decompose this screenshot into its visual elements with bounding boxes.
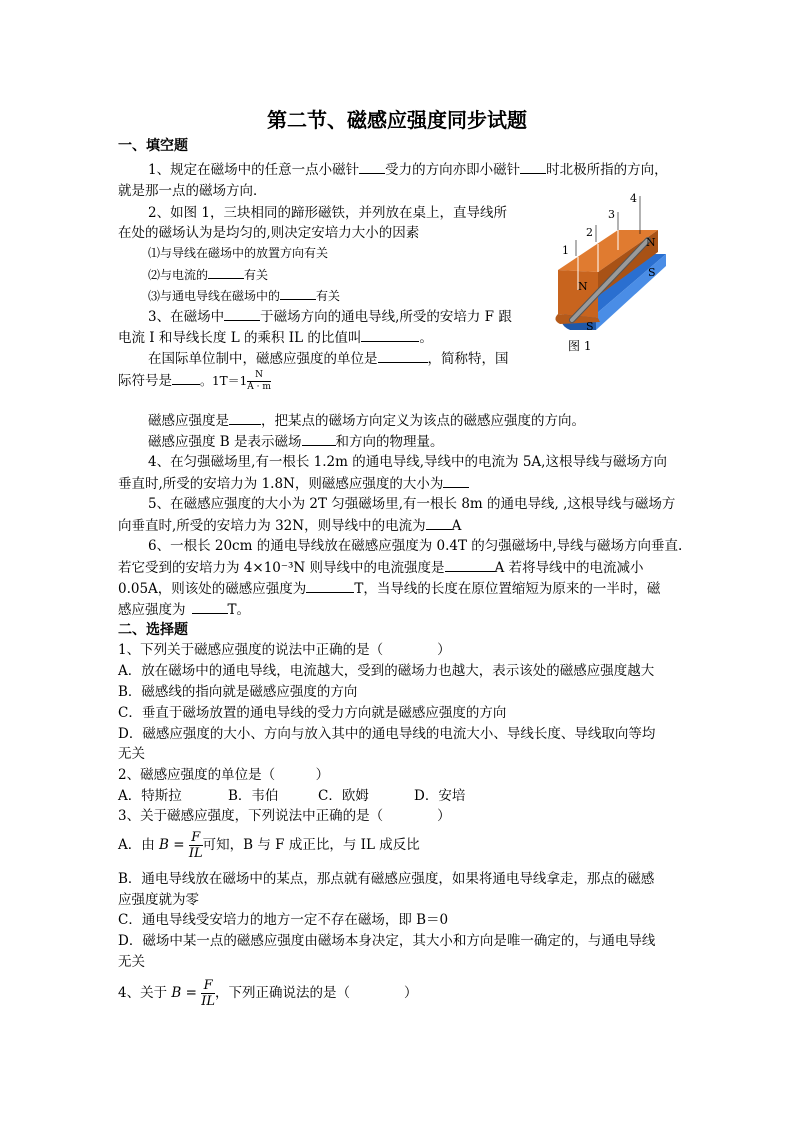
q3-line1 xyxy=(148,307,512,326)
figure-label-2: 2 xyxy=(586,226,593,239)
q4-line2 xyxy=(118,474,469,493)
pole-n-top: N xyxy=(646,236,656,249)
q4-line1: 4、在匀强磁场里,有一根长 1.2m 的通电导线,导线中的电流为 5A,这根导线与磁场方向 xyxy=(148,454,667,470)
section-heading-choice: 二、选择题 xyxy=(118,622,188,638)
figure-1-magnets xyxy=(548,190,678,360)
q6-line4 xyxy=(118,600,250,619)
figure-caption: 图 1 xyxy=(568,339,592,353)
pole-s-bottom: S xyxy=(586,320,594,333)
figure-label-1: 1 xyxy=(562,244,569,257)
q3-text: ，简称特，国 xyxy=(427,351,509,367)
c1-option-d-cont: 无关 xyxy=(118,746,145,762)
q5-text: 向垂直时,所受的安培力为 32N，则导线中的电流为 xyxy=(118,518,426,534)
q5-line2 xyxy=(118,516,461,535)
c3-text: A．由 xyxy=(118,837,155,853)
c3-option-a[interactable] xyxy=(118,830,420,861)
c3-question: 3、关于磁感应强度，下列说法中正确的是（ ） xyxy=(118,808,451,824)
blank[interactable] xyxy=(208,265,244,279)
q6-text: T，当导线的长度在原位置缩短为原来的一半时，磁 xyxy=(354,581,661,597)
c1-option-b[interactable]: B．磁感线的指向就是磁感应强度的方向 xyxy=(118,684,358,700)
c3-option-b[interactable]: B．通电导线放在磁场中的某点，那点就有磁感应强度，如果将通电导线拿走，那点的磁感 xyxy=(118,871,655,887)
blank[interactable] xyxy=(520,160,546,174)
q5-text: A xyxy=(451,518,462,534)
q3-line6 xyxy=(148,432,444,451)
blank[interactable] xyxy=(443,474,469,488)
c4-text: 4、关于 xyxy=(118,985,168,1001)
c2-question: 2、磁感应强度的单位是（ ） xyxy=(118,767,330,783)
formula-fraction xyxy=(201,978,215,1009)
q3-text: 在国际单位制中，磁感应强度的单位是 xyxy=(148,351,378,367)
q3-line3 xyxy=(148,349,509,368)
pole-s-right: S xyxy=(648,266,656,279)
q3-line5 xyxy=(148,411,585,430)
fraction-denominator: IL xyxy=(188,846,203,861)
blank[interactable] xyxy=(378,349,428,363)
c3-option-c[interactable]: C．通电导线受安培力的地方一定不存在磁场，即 B＝0 xyxy=(118,912,449,928)
c1-option-c[interactable]: C．垂直于磁场放置的通电导线的受力方向就是磁感应强度的方向 xyxy=(118,705,507,721)
q3-text: 。1T＝1 xyxy=(200,374,248,388)
blank[interactable] xyxy=(224,307,260,321)
unit-fraction xyxy=(247,370,271,393)
c2-option-d[interactable]: D．安培 xyxy=(414,788,466,804)
blank[interactable] xyxy=(359,160,385,174)
c3-text: 可知，B 与 F 成正比，与 IL 成反比 xyxy=(202,837,420,853)
c2-option-a[interactable]: A．特斯拉 xyxy=(118,788,182,804)
blank[interactable] xyxy=(306,579,354,593)
fraction-numerator: F xyxy=(201,978,215,994)
c1-question: 1、下列关于磁感应强度的说法中正确的是（ ） xyxy=(118,642,451,658)
q3-text: 磁感应强度是 xyxy=(148,413,229,429)
q2-text: 有关 xyxy=(244,268,269,282)
q2-opt3 xyxy=(148,286,340,305)
fraction-numerator: F xyxy=(189,830,203,846)
q6-text: 感应强度为 xyxy=(118,602,186,618)
formula-b: B = xyxy=(171,985,197,1001)
section-heading-fill: 一、填空题 xyxy=(118,138,188,154)
q1-line1 xyxy=(148,160,668,179)
blank[interactable] xyxy=(192,600,228,614)
q6-line1: 6、一根长 20cm 的通电导线放在磁感应强度为 0.4T 的匀强磁场中,导线与磁场方向垂直. xyxy=(148,538,683,554)
blank[interactable] xyxy=(172,371,200,385)
blank[interactable] xyxy=(280,286,316,300)
q2-text: ⑵与电流的 xyxy=(148,268,209,282)
q2-line2: 在处的磁场认为是均匀的,则决定安培力大小的因素 xyxy=(118,225,420,241)
formula-fraction xyxy=(189,830,203,861)
q3-line4 xyxy=(118,370,271,393)
figure-label-3: 3 xyxy=(608,208,615,221)
blank[interactable] xyxy=(426,516,452,530)
q3-text: 。 xyxy=(419,330,433,346)
c3-option-d-cont: 无关 xyxy=(118,954,145,970)
blank[interactable] xyxy=(445,558,495,572)
c4-text: ，下列正确说法的是（ ） xyxy=(215,985,418,1001)
pole-n-mid: N xyxy=(578,280,588,293)
q3-text: ，把某点的磁场方向定义为该点的磁感应强度的方向。 xyxy=(261,413,585,429)
q1-text: 受力的方向亦即小磁针 xyxy=(385,162,521,178)
figure-label-4: 4 xyxy=(630,192,637,205)
unit-denominator: A · m xyxy=(247,382,271,392)
q6-line3 xyxy=(118,579,660,598)
c3-option-d[interactable]: D．磁场中某一点的磁感应强度由磁场本身决定，其大小和方向是唯一确定的，与通电导线 xyxy=(118,933,656,949)
c3-option-b-cont: 应强度就为零 xyxy=(118,892,199,908)
blank[interactable] xyxy=(229,411,261,425)
q1-text: 时北极所指的方向， xyxy=(546,162,668,178)
q3-text: 3、在磁场中 xyxy=(148,309,225,325)
q5-line1: 5、在磁感应强度的大小为 2T 匀强磁场里,有一根长 8m 的通电导线, ,这根导线与磁场方 xyxy=(148,496,676,512)
q1-line2: 就是那一点的磁场方向． xyxy=(118,183,267,199)
fraction-denominator: IL xyxy=(201,994,215,1009)
q6-text: 若它受到的安培力为 4×10⁻³N 则导线中的电流强度是 xyxy=(118,560,445,576)
q6-text: T。 xyxy=(227,602,251,618)
blank[interactable] xyxy=(361,328,419,342)
q6-text: 0.05A，则该处的磁感应强度为 xyxy=(118,581,307,597)
q2-text: ⑶与通电导线在磁场中的 xyxy=(148,289,281,303)
q4-text: 垂直时,所受的安培力为 1.8N，则磁感应强度的大小为 xyxy=(118,476,444,492)
formula-b: B = xyxy=(159,837,185,853)
c1-option-a[interactable]: A．放在磁场中的通电导线，电流越大，受到的磁场力也越大，表示该处的磁感应强度越大 xyxy=(118,663,655,679)
blank[interactable] xyxy=(302,432,336,446)
q2-opt2 xyxy=(148,265,268,284)
q3-text: 和方向的物理量。 xyxy=(335,434,444,450)
q6-line2 xyxy=(118,558,644,577)
page-title: 第二节、磁感应强度同步试题 xyxy=(267,108,527,132)
q3-text: 于磁场方向的通电导线,所受的安培力 F 跟 xyxy=(260,309,512,325)
c1-option-d[interactable]: D．磁感应强度的大小、方向与放入其中的通电导线的电流大小、导线长度、导线取向等均 xyxy=(118,726,656,742)
q6-text: A 若将导线中的电流减小 xyxy=(494,560,644,576)
c2-option-c[interactable]: C．欧姆 xyxy=(318,788,369,804)
q3-line2 xyxy=(118,328,433,347)
q2-opt1: ⑴与导线在磁场中的放置方向有关 xyxy=(148,246,329,260)
q1-text: 1、规定在磁场中的任意一点小磁针 xyxy=(148,162,360,178)
c4-question xyxy=(118,978,418,1009)
unit-numerator: N xyxy=(247,370,271,382)
q2-text: 有关 xyxy=(316,289,341,303)
q3-text: 电流 I 和导线长度 L 的乘积 IL 的比值叫 xyxy=(118,330,362,346)
q2-line1: 2、如图 1，三块相同的蹄形磁铁，并列放在桌上，直导线所 xyxy=(148,205,507,221)
q3-text: 际符号是 xyxy=(118,373,172,389)
c2-option-b[interactable]: B．韦伯 xyxy=(228,788,279,804)
q3-text: 磁感应强度 B 是表示磁场 xyxy=(148,434,302,450)
